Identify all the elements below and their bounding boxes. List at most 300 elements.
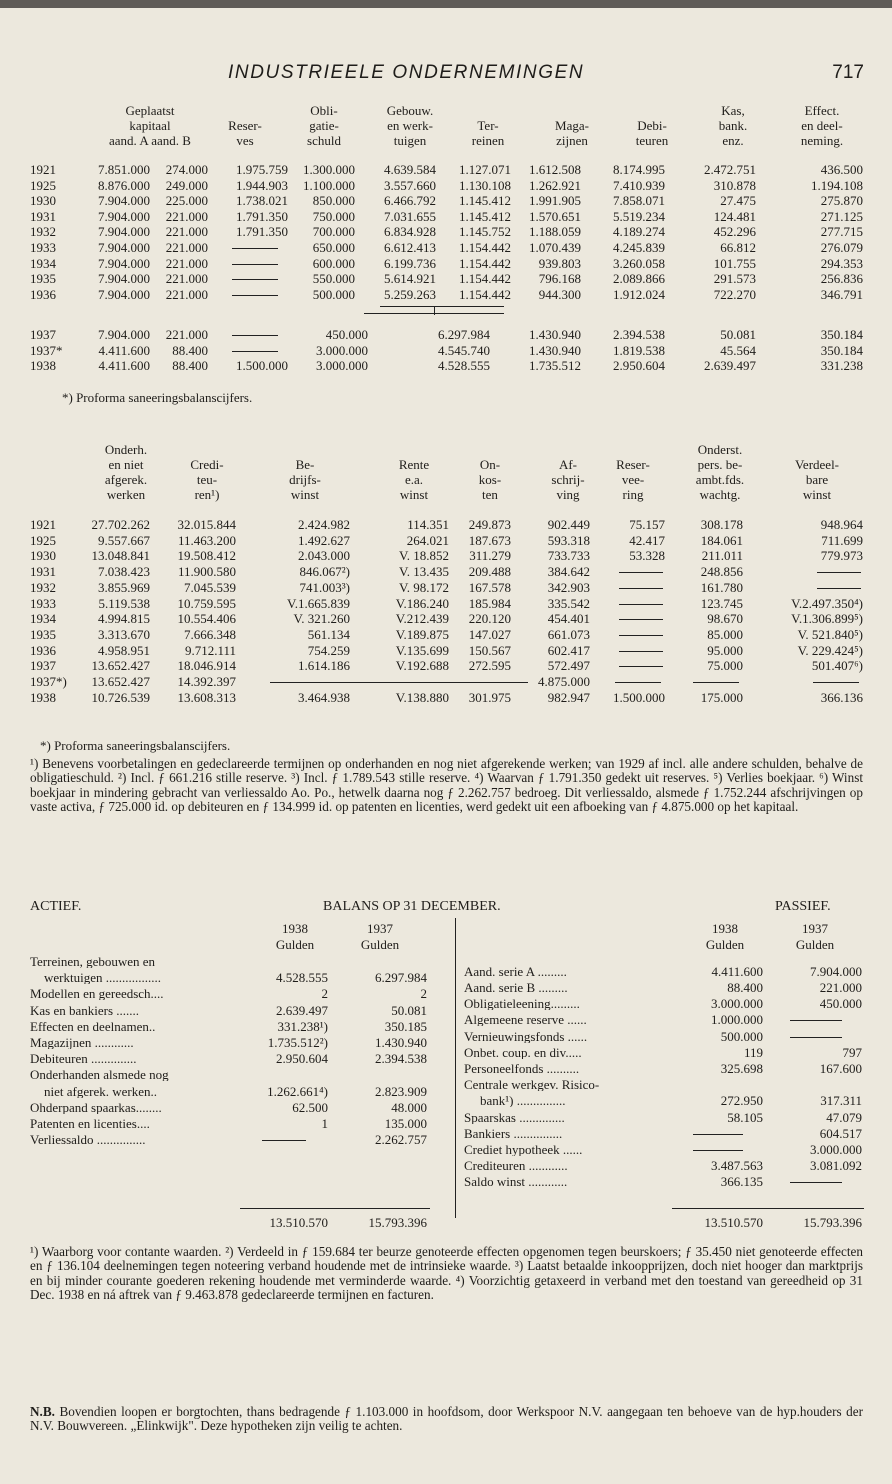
balance-unit: Gulden (705, 937, 745, 952)
table2-cell: 161.780 (700, 579, 743, 595)
table1-cell: 50.081 (720, 327, 756, 342)
table1-header: Debi- (637, 118, 667, 133)
table1-cell: 275.870 (820, 193, 863, 209)
asset-1938: 1 (321, 1116, 328, 1131)
table2-cell: 32.015.844 (177, 517, 236, 532)
liability-label: Algemeene reserve ...... (464, 1013, 587, 1027)
table2-cell: 661.073 (547, 626, 590, 642)
table2-cell: 3.855.969 (98, 579, 150, 595)
table1-cell: 3.260.058 (613, 255, 665, 271)
table1-cell: 221.000 (165, 224, 208, 240)
liab-total-1938: 13.510.570 (704, 1215, 763, 1230)
asset-label: Debiteuren .............. (30, 1052, 137, 1066)
table1-header: bank. (718, 118, 748, 133)
nb-note (30, 1405, 863, 1434)
empty-dash (232, 335, 278, 336)
table1-cell: 221.000 (165, 327, 208, 342)
table1-cell: 2.394.538 (613, 327, 665, 342)
liability-1938: 119 (743, 1044, 763, 1060)
table1-cell: 221.000 (165, 255, 208, 271)
table1-cell: 291.573 (713, 271, 756, 287)
table2-cell: 4.875.000 (538, 674, 590, 689)
table1-cell: 6.199.736 (384, 255, 436, 271)
scan-edge (0, 0, 892, 8)
table1-cell: 5.519.234 (613, 208, 665, 224)
table1-cell: 4.411.600 (98, 358, 150, 374)
table1-cell: 4.189.274 (613, 224, 665, 240)
year-cell: 1937*) (30, 674, 67, 689)
table2-cell: 846.067²) (299, 564, 350, 580)
table2-header: winst (290, 487, 320, 502)
page-title: INDUSTRIEELE ONDERNEMINGEN (228, 62, 585, 83)
table2-header: afgerek. (104, 472, 148, 487)
liability-1938: 1.000.000 (711, 1012, 763, 1028)
table2-cell: 11.463.200 (177, 532, 236, 548)
table2-cell: 27.702.262 (91, 517, 150, 532)
table1-cell: 8.876.000 (98, 177, 150, 193)
nb-text: Bovendien loopen er borgtochten, thans bedragende ƒ 1.103.000 in hoofdsom, door Werkspoor N.V. aangegaan ten behoeve van de hyp.houders der N.V. Bouwvereen. „Elinkwijk". Deze hypotheken zijn veilig te achten. (30, 1404, 864, 1434)
table2-cell: V.1.306.899⁵) (791, 611, 863, 627)
table2-cell: 1.614.186 (298, 658, 350, 674)
table1-cell: 1.127.071 (459, 162, 511, 177)
table1-cell: 5.259.263 (384, 286, 436, 302)
table1-cell: 1.944.903 (236, 177, 288, 193)
table1-cell: 4.639.584 (384, 162, 436, 177)
table1-cell: 3.000.000 (316, 342, 368, 358)
table1-cell: 4.245.839 (613, 240, 665, 255)
empty-dash (232, 351, 278, 352)
table2-cell: V.1.665.839 (287, 595, 350, 611)
asset-label: Onderhanden alsmede nog (30, 1068, 169, 1082)
table1-cell: 1.991.905 (529, 193, 581, 209)
year-cell: 1931 (30, 564, 56, 580)
table2-cell: V. 321.260 (293, 611, 350, 627)
table1-cell: 350.184 (820, 342, 863, 358)
table2-cell: 711.699 (821, 532, 863, 548)
table1-header: Maga- (555, 118, 589, 133)
table1-cell: 1.819.538 (613, 342, 665, 358)
table2-cell: 501.407⁶) (811, 658, 863, 674)
table2-cell: 114.351 (407, 517, 449, 532)
liability-1937: 47.079 (826, 1109, 862, 1125)
year-cell: 1937* (30, 342, 63, 358)
table1-cell: 450.000 (325, 327, 368, 342)
table1-cell: 124.481 (713, 208, 756, 224)
asset-label: Modellen en gereedsch.... (30, 987, 164, 1001)
table1-cell: 1.262.921 (529, 177, 581, 193)
table1-cell: 436.500 (820, 162, 863, 177)
table2-header: pers. be- (697, 457, 743, 472)
table2-cell: V.192.688 (395, 658, 449, 674)
year-cell: 1934 (30, 255, 56, 271)
asset-1937: 350.185 (384, 1018, 427, 1034)
table1-header: gatie- (309, 118, 339, 133)
table2-cell: 150.567 (468, 642, 511, 658)
asset-1938: 62.500 (292, 1099, 328, 1115)
table2-cell: 10.554.406 (177, 611, 236, 627)
empty-dash (790, 1020, 842, 1021)
table2-cell: 2.043.000 (298, 548, 350, 564)
table2-cell: 19.508.412 (177, 548, 236, 564)
table2-cell: 2.424.982 (298, 517, 350, 532)
table2-cell: 85.000 (707, 626, 743, 642)
table2-cell: 9.557.667 (98, 532, 150, 548)
table1-header: neming. (800, 133, 844, 148)
table1-cell: 7.410.939 (613, 177, 665, 193)
table2-header: ambt.fds. (695, 472, 745, 487)
liability-1938: 4.411.600 (711, 963, 763, 979)
liability-1937: 604.517 (819, 1125, 862, 1141)
balance-title: BALANS OP 31 DECEMBER. (323, 899, 501, 914)
balance-unit: Gulden (275, 937, 315, 952)
table1-cell: 2.089.866 (613, 271, 665, 287)
table2-cell: 13.652.427 (91, 674, 150, 689)
table1-header: Ter- (477, 118, 499, 133)
liab-total-1937: 15.793.396 (803, 1215, 862, 1230)
table1-header: ves (236, 133, 254, 148)
year-cell: 1921 (30, 162, 56, 177)
table1-cell: 8.174.995 (613, 162, 665, 177)
liability-label: Centrale werkgev. Risico- (464, 1078, 600, 1092)
liability-label: Onbet. coup. en div..... (464, 1045, 582, 1059)
table2-cell: 184.061 (700, 532, 743, 548)
table1-cell: 1.738.021 (236, 193, 288, 209)
table1-header: schuld (307, 133, 341, 148)
liability-1938: 3.487.563 (711, 1158, 763, 1174)
table2-cell: V. 229.424⁵) (797, 642, 863, 658)
year-cell: 1931 (30, 208, 56, 224)
table2-cell: 220.120 (468, 611, 511, 627)
table2-header: e.a. (404, 472, 424, 487)
table2-cell: 187.673 (468, 532, 511, 548)
table1-cell: 221.000 (165, 271, 208, 287)
table2-cell: 366.136 (820, 689, 863, 705)
table1-cell: 346.791 (820, 286, 863, 302)
nb-label: N.B. (30, 1404, 55, 1419)
liability-label: Spaarskas .............. (464, 1110, 565, 1124)
table1-cell: 7.904.000 (98, 286, 150, 302)
table1-cell: 101.755 (713, 255, 756, 271)
asset-1938: 4.528.555 (276, 970, 328, 986)
balance-year: 1937 (802, 921, 828, 936)
table1-cell: 88.400 (172, 342, 208, 358)
asset-1937: 2.823.909 (375, 1083, 427, 1099)
table1-cell: 276.079 (820, 240, 863, 255)
table1-cell: 4.528.555 (438, 358, 490, 374)
empty-dash (817, 572, 861, 573)
balance-unit: Gulden (795, 937, 835, 952)
liability-label: Aand. serie B ......... (464, 980, 568, 994)
table2-header: On- (479, 457, 501, 472)
year-cell: 1938 (30, 689, 56, 705)
year-cell: 1937 (30, 327, 56, 342)
liability-label: Obligatieleening......... (464, 997, 580, 1011)
asset-label: Effecten en deelnamen.. (30, 1019, 156, 1033)
table1-header: Kas, (721, 103, 745, 118)
table1-cell: 750.000 (312, 208, 355, 224)
table1-cell: 796.168 (538, 271, 581, 287)
year-cell: 1925 (30, 532, 56, 548)
table1-cell: 66.812 (720, 240, 756, 255)
table1-cell: 5.614.921 (384, 271, 436, 287)
liability-label: Aand. serie A ......... (464, 964, 567, 978)
liability-label: Personeelfonds .......... (464, 1061, 580, 1075)
liability-1938: 3.000.000 (711, 996, 763, 1012)
balance-year: 1937 (367, 921, 393, 936)
balance-year: 1938 (712, 921, 738, 936)
table2-cell: 301.975 (468, 689, 511, 705)
table2-cell: 754.259 (307, 642, 350, 658)
liability-1938: 272.950 (720, 1093, 763, 1109)
empty-dash (615, 682, 661, 683)
table1-cell: 6.834.928 (384, 224, 436, 240)
liability-1938: 366.135 (720, 1174, 763, 1190)
assets-total-1938: 13.510.570 (269, 1215, 328, 1230)
table1-cell: 7.031.655 (384, 208, 436, 224)
table1-cell: 7.851.000 (98, 162, 150, 177)
liability-1938: 58.105 (727, 1109, 763, 1125)
year-cell: 1932 (30, 579, 56, 595)
table2-cell: 593.318 (547, 532, 590, 548)
table1-cell: 700.000 (312, 224, 355, 240)
asset-1937: 2.394.538 (375, 1051, 427, 1067)
year-cell: 1932 (30, 224, 56, 240)
asset-label: Terreinen, gebouwen en (30, 955, 156, 968)
table2-cell: 147.027 (468, 626, 511, 642)
table1-header: kapitaal (129, 118, 171, 133)
table1-cell: 1.300.000 (303, 162, 355, 177)
table1-cell: 1.154.442 (459, 255, 511, 271)
table2-header: Onderst. (697, 442, 743, 457)
asset-1938: 1.262.661⁴) (267, 1083, 328, 1099)
balance-unit: Gulden (360, 937, 400, 952)
table2-header: Onderh. (104, 442, 148, 457)
table1-cell: 1.975.759 (236, 162, 288, 177)
table2-cell: 733.733 (547, 548, 590, 564)
table1-header: tuigen (393, 133, 427, 148)
table2-header: ving (556, 487, 580, 502)
balance-divider (455, 918, 456, 1218)
table1-cell: 650.000 (312, 240, 355, 255)
table2-cell: 14.392.397 (177, 674, 236, 689)
table1-cell: 256.836 (820, 271, 863, 287)
year-cell: 1938 (30, 358, 56, 374)
empty-dash (693, 1150, 743, 1151)
assets-total-1937: 15.793.396 (368, 1215, 427, 1230)
liab-total-rule (672, 1208, 864, 1209)
table1-cell: 331.238 (820, 358, 863, 374)
table1-cell: 225.000 (165, 193, 208, 209)
table1-cell: 452.296 (713, 224, 756, 240)
year-cell: 1930 (30, 548, 56, 564)
asset-1938: 2.639.497 (276, 1002, 328, 1018)
asset-1938: 331.238¹) (277, 1018, 328, 1034)
asset-label: niet afgerek. werken.. (44, 1084, 157, 1098)
table2-cell: 308.178 (700, 517, 743, 532)
liability-1937: 167.600 (819, 1060, 862, 1076)
table2-header: Rente (398, 457, 430, 472)
actief-title: ACTIEF. (30, 899, 82, 914)
table2-cell: 5.119.538 (98, 595, 150, 611)
table2-cell: 311.279 (469, 548, 511, 564)
table2-header: drijfs- (289, 472, 321, 487)
table2-cell: V. 18.852 (399, 548, 449, 564)
passief-title: PASSIEF. (775, 899, 831, 914)
table1-cell: 88.400 (172, 358, 208, 374)
table2-cell: 98.670 (707, 611, 743, 627)
asset-label: Patenten en licenties.... (30, 1117, 150, 1130)
table2-cell: 211.011 (701, 548, 743, 564)
empty-dash (262, 1140, 306, 1141)
table1-cell: 1.145.752 (459, 224, 511, 240)
table2-cell: 18.046.914 (177, 658, 236, 674)
table2-header: ren¹) (194, 487, 220, 502)
table2-header: Be- (295, 457, 315, 472)
liability-label: Vernieuwingsfonds ...... (464, 1029, 588, 1043)
liability-1938: 500.000 (720, 1028, 763, 1044)
table1-cell: 7.904.000 (98, 193, 150, 209)
table1-header: zijnen (556, 133, 588, 148)
table1-cell: 1.791.350 (236, 224, 288, 240)
table1-cell: 1.154.442 (459, 271, 511, 287)
table2-cell: 13.048.841 (91, 548, 150, 564)
table1-cell: 1.500.000 (236, 358, 288, 374)
table2-cell: V.2.497.350⁴) (791, 595, 863, 611)
table1-cell: 850.000 (312, 193, 355, 209)
liability-1937: 317.311 (820, 1093, 862, 1109)
table1-cell: 550.000 (312, 271, 355, 287)
table2-header: bare (805, 472, 829, 487)
table1-cell: 3.000.000 (316, 358, 368, 374)
table2-cell: 7.045.539 (184, 579, 236, 595)
table1-cell: 45.564 (720, 342, 756, 358)
table1-footnote: *) Proforma saneeringsbalanscijfers. (62, 390, 253, 405)
table1-cell: 221.000 (165, 208, 208, 224)
table1-header: enz. (722, 133, 744, 148)
table2-cell: 948.964 (820, 517, 863, 532)
table1-cell: 7.858.071 (613, 193, 665, 209)
year-cell: 1925 (30, 177, 56, 193)
table2-cell: 335.542 (547, 595, 590, 611)
table1-cell: 6.297.984 (438, 327, 490, 342)
empty-dash (693, 682, 739, 683)
liability-label: Crediet hypotheek ...... (464, 1142, 583, 1156)
table1-cell: 7.904.000 (98, 208, 150, 224)
table1-cell: 2.472.751 (704, 162, 756, 177)
table1-cell: 2.950.604 (613, 358, 665, 374)
table2-cell: 264.021 (406, 532, 449, 548)
table2-cell: 741.003³) (299, 579, 350, 595)
table2-cell: V. 13.435 (399, 564, 449, 580)
table1-cell: 271.125 (820, 208, 863, 224)
page-number: 717 (832, 62, 864, 83)
asset-1937: 2.262.757 (375, 1132, 427, 1148)
table2-cell: 11.900.580 (177, 564, 236, 580)
table2-cell: 982.947 (547, 689, 590, 705)
liability-1937: 3.000.000 (810, 1141, 862, 1157)
table1-cell: 1.791.350 (236, 208, 288, 224)
table1-cell: 1.735.512 (529, 358, 581, 374)
table2-header: schrij- (551, 472, 585, 487)
table1-cell: 1.430.940 (529, 342, 581, 358)
table2-header: winst (802, 487, 832, 502)
table1-header: Reser- (228, 118, 262, 133)
table1-header: reinen (471, 133, 505, 148)
liability-1938: 88.400 (727, 979, 763, 995)
asset-1938: 2.950.604 (276, 1051, 328, 1067)
table1-cell: 310.878 (713, 177, 756, 193)
table2-cell: 248.856 (700, 564, 743, 580)
table2-cell: 3.313.670 (98, 626, 150, 642)
asset-label: Magazijnen ............ (30, 1036, 134, 1049)
liability-label: Saldo winst ............ (464, 1175, 568, 1189)
table1-cell: 7.904.000 (98, 224, 150, 240)
table2-cell: 4.958.951 (98, 642, 150, 658)
table1-cell: 294.353 (820, 255, 863, 271)
table1-underline (380, 306, 504, 307)
table1-cell: 221.000 (165, 240, 208, 255)
table2-cell: 1.492.627 (298, 532, 350, 548)
table1-cell: 1.188.059 (529, 224, 581, 240)
table1-cell: 7.904.000 (98, 240, 150, 255)
balance-footnotes: ¹) Waarborg voor contante waarden. ²) Verdeeld in ƒ 159.684 ter beurze genoteerde effecten opgenomen tegen beurskoers; ƒ 35.450 niet genoteerde effecten en ƒ 136.104 deelnemingen tegen noteering verband houdende met de intrinsieke waarde. ³) Laatst betaalde inkoopprijzen, doch niet hooger dan marktprijs en bij minder courante goederen rekening houdende met verminderde waarde. ⁴) Voorzichtig getaxeerd in verband met den toestand van gereedheid op 31 Dec. 1938 en ná aftrek van ƒ 9.463.878 gedeclareerde termijnen en facturen. (30, 1244, 863, 1303)
table2-cell: V.212.439 (395, 611, 449, 627)
table1-cell: 221.000 (165, 286, 208, 302)
table2-cell: 779.973 (820, 548, 863, 564)
table2-header: Reser- (616, 457, 650, 472)
table1-cell: 274.000 (165, 162, 208, 177)
table1-cell: 6.612.413 (384, 240, 436, 255)
table1-header: Obli- (310, 103, 338, 118)
table1-cell: 7.904.000 (98, 255, 150, 271)
table2-cell: 10.759.595 (177, 595, 236, 611)
table1-header: Effect. (804, 103, 840, 118)
empty-dash (790, 1037, 842, 1038)
asset-1937: 50.081 (391, 1002, 427, 1018)
table1-cell: 7.904.000 (98, 271, 150, 287)
table1-header: aand. A aand. B (109, 133, 191, 148)
table1-cell: 1.145.412 (459, 193, 511, 209)
table2-header: winst (399, 487, 429, 502)
table2-cell: 10.726.539 (91, 689, 150, 705)
asset-1938: 1.735.512²) (267, 1035, 328, 1050)
table2-cell: 384.642 (547, 564, 590, 580)
table2-cell: 42.417 (629, 532, 665, 548)
liability-1937: 797 (842, 1044, 862, 1060)
liability-label: Crediteuren ............ (464, 1159, 568, 1173)
table1-cell: 1.912.024 (613, 286, 665, 302)
table2-cell: 13.652.427 (91, 658, 150, 674)
table1-cell: 7.904.000 (98, 327, 150, 342)
table2-header: teu- (196, 472, 218, 487)
table1-cell: 6.466.792 (384, 193, 436, 209)
table2-cell: 561.134 (307, 626, 350, 642)
liability-1937: 221.000 (819, 979, 862, 995)
balance-year: 1938 (282, 921, 308, 936)
year-cell: 1933 (30, 595, 56, 611)
year-cell: 1934 (30, 611, 56, 627)
year-cell: 1930 (30, 193, 56, 209)
table2-header: kos- (478, 472, 502, 487)
table2-cell: V.189.875 (395, 626, 449, 642)
table2-header: en niet (108, 457, 144, 472)
asset-1937: 2 (420, 986, 427, 1002)
asset-label: Kas en bankiers ....... (30, 1003, 140, 1017)
table2-cell: 75.157 (629, 517, 665, 532)
table1-cell: 1.130.108 (459, 177, 511, 193)
table2-cell: V.186.240 (395, 595, 449, 611)
table1-cell: 1.100.000 (303, 177, 355, 193)
